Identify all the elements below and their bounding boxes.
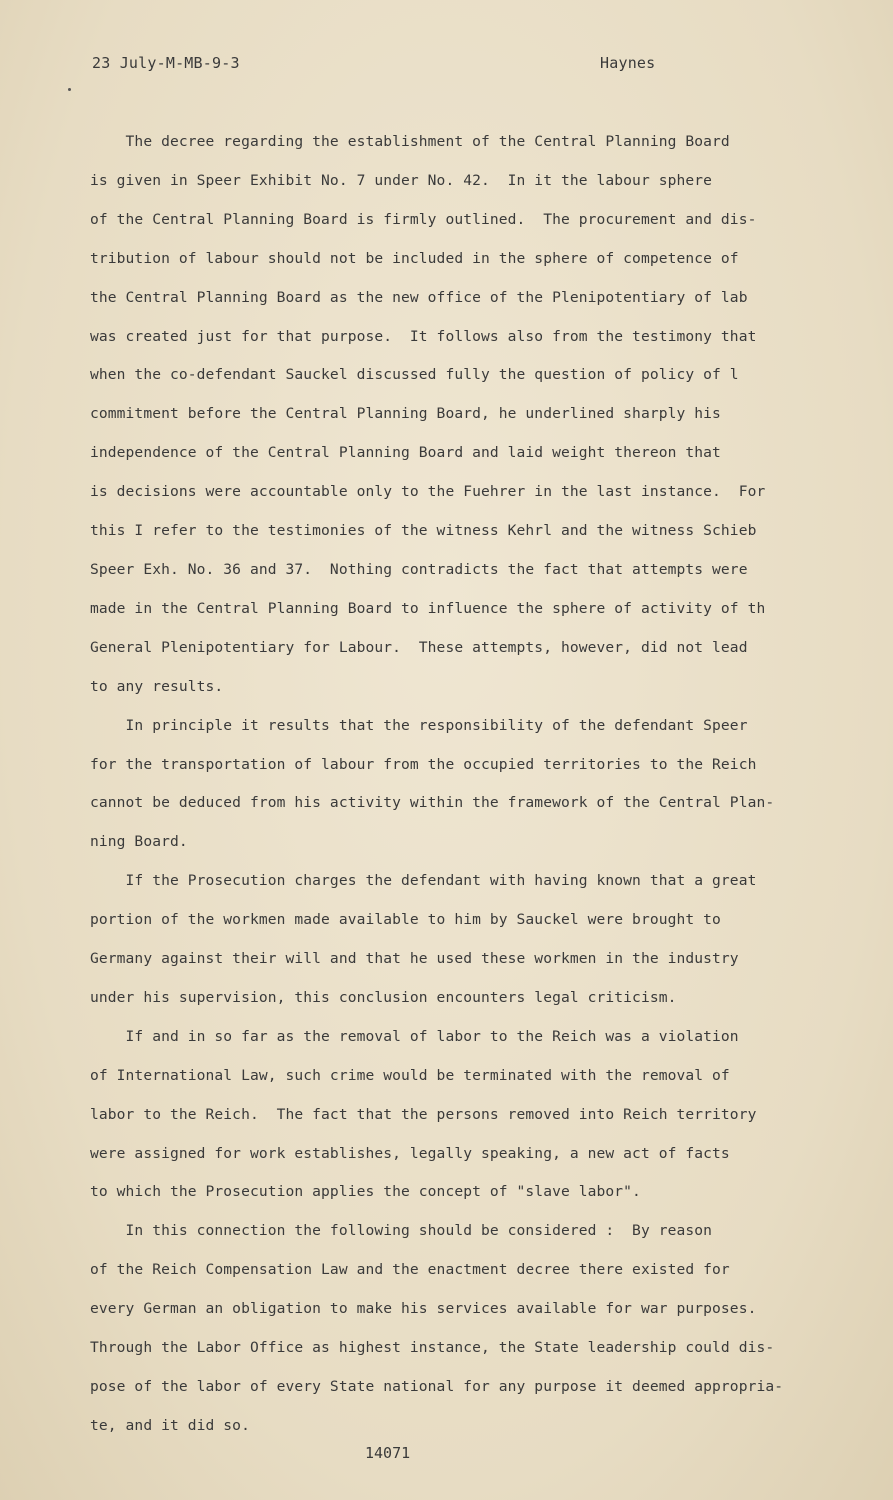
- paragraph-5: [90, 1212, 830, 1445]
- text-line: was created just for that purpose. It follows also from the testimony that: [90, 327, 757, 345]
- text-line: In principle it results that the responsibility of the defendant Speer: [90, 716, 748, 734]
- text-line: pose of the labor of every State national for any purpose it deemed appropria-: [90, 1378, 784, 1395]
- text-line: to any results.: [90, 677, 224, 695]
- paragraph-4: [90, 1018, 830, 1213]
- text-line: tribution of labour should not be included in the sphere of competence of: [90, 249, 739, 267]
- ink-speck: [68, 88, 71, 91]
- header-reference: 23 July-M-MB-9-3: [92, 54, 240, 72]
- paragraph-1: [90, 123, 830, 707]
- text-line: of International Law, such crime would be terminated with the removal of: [90, 1066, 730, 1084]
- text-line: The decree regarding the establishment of the Central Planning Board: [90, 133, 730, 150]
- paragraph-3: [90, 862, 830, 1018]
- text-line: is given in Speer Exhibit No. 7 under No. 42. In it the labour sphere: [90, 171, 713, 189]
- text-line: were assigned for work establishes, legally speaking, a new act of facts: [90, 1144, 730, 1162]
- document-body: [90, 123, 830, 1446]
- text-line: the Central Planning Board as the new office of the Plenipotentiary of lab: [90, 288, 748, 306]
- text-line: under his supervision, this conclusion encounters legal criticism.: [90, 988, 677, 1006]
- text-line: If and in so far as the removal of labor to the Reich was a violation: [90, 1027, 739, 1045]
- text-line: to which the Prosecution applies the concept of "slave labor".: [90, 1183, 641, 1201]
- text-line: cannot be deduced from his activity within the framework of the Central Plan-: [90, 794, 775, 812]
- text-line: is decisions were accountable only to the Fuehrer in the last instance. For: [90, 483, 766, 501]
- text-line: Germany against their will and that he used these workmen in the industry: [90, 950, 739, 968]
- header-name: Haynes: [600, 54, 656, 72]
- text-line: labor to the Reich. The fact that the persons removed into Reich territory: [90, 1105, 757, 1123]
- text-line: Speer Exh. No. 36 and 37. Nothing contradicts the fact that attempts were: [90, 560, 748, 578]
- text-line: In this connection the following should be considered : By reason: [90, 1222, 713, 1240]
- text-line: made in the Central Planning Board to influence the sphere of activity of th: [90, 599, 766, 617]
- text-line: portion of the workmen made available to him by Sauckel were brought to: [90, 911, 721, 929]
- text-line: Through the Labor Office as highest instance, the State leadership could dis-: [90, 1339, 775, 1357]
- page-number: 14071: [365, 1444, 411, 1462]
- text-line: this I refer to the testimonies of the witness Kehrl and the witness Schieb: [90, 522, 757, 540]
- text-line: of the Central Planning Board is firmly outlined. The procurement and dis-: [90, 210, 757, 228]
- paragraph-2: [90, 707, 830, 863]
- text-line: when the co-defendant Sauckel discussed fully the question of policy of l: [90, 366, 739, 384]
- text-line: of the Reich Compensation Law and the enactment decree there existed for: [90, 1261, 730, 1279]
- text-line: General Plenipotentiary for Labour. These attempts, however, did not lead: [90, 638, 748, 656]
- text-line: commitment before the Central Planning Board, he underlined sharply his: [90, 405, 721, 423]
- text-line: te, and it did so.: [90, 1416, 250, 1434]
- text-line: independence of the Central Planning Board and laid weight thereon that: [90, 444, 721, 462]
- text-line: every German an obligation to make his services available for war purposes.: [90, 1300, 757, 1318]
- text-line: for the transportation of labour from the occupied territories to the Reich: [90, 755, 757, 773]
- text-line: ning Board.: [90, 833, 188, 851]
- text-line: If the Prosecution charges the defendant with having known that a great: [90, 872, 757, 890]
